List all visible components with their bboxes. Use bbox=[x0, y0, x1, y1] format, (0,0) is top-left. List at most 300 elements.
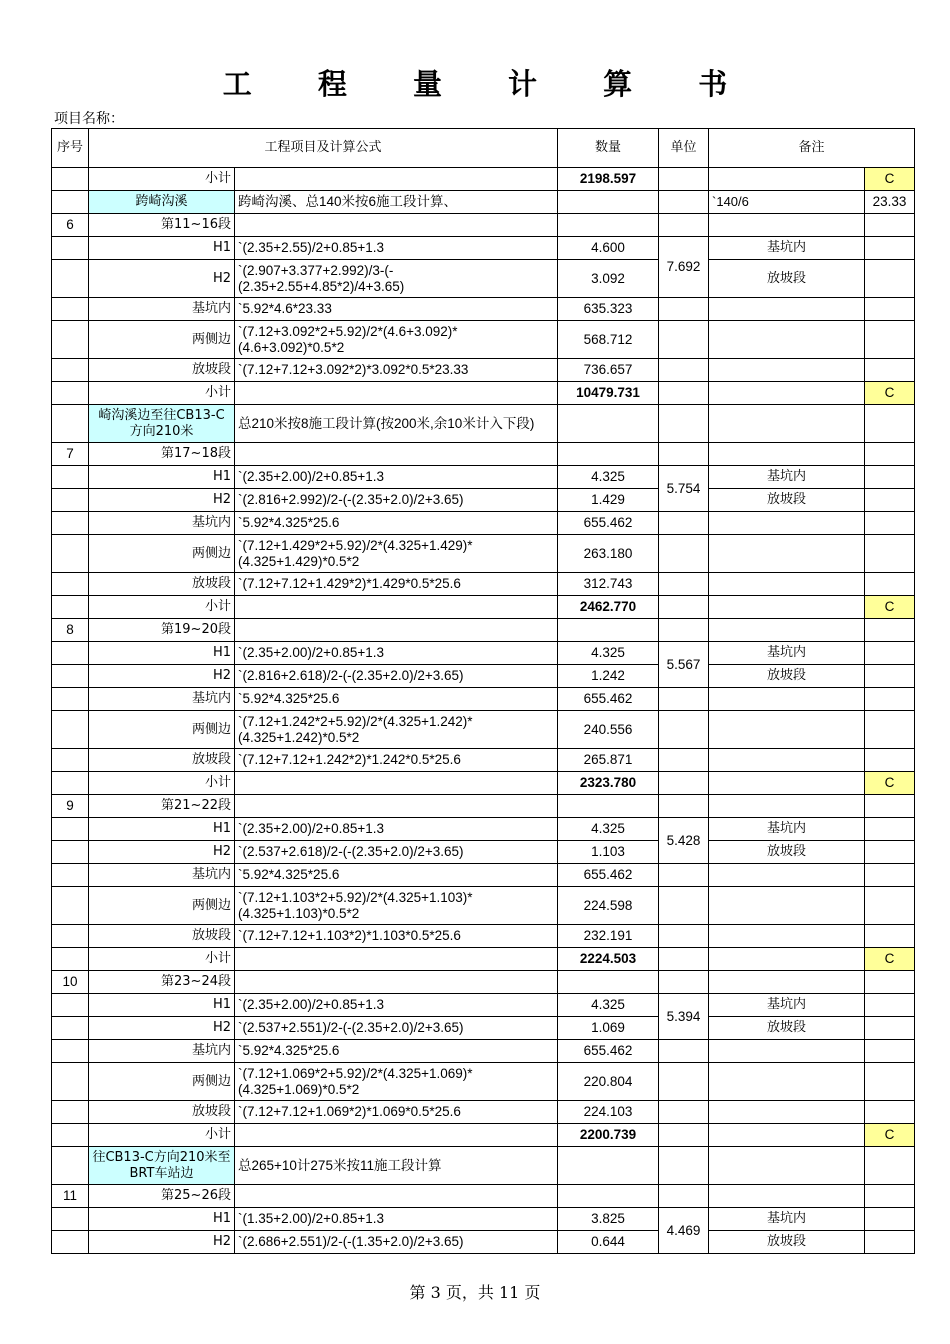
formula-cell bbox=[235, 795, 558, 818]
extra-cell bbox=[865, 887, 915, 925]
table-row bbox=[52, 1040, 915, 1063]
extra-cell bbox=[865, 466, 915, 489]
note-cell bbox=[709, 359, 865, 382]
note-cell bbox=[709, 749, 865, 772]
note-cell: 放坡段 bbox=[709, 489, 865, 512]
formula-cell: `(2.816+2.618)/2-(-(2.35+2.0)/2+3.65) bbox=[235, 665, 558, 688]
note-cell bbox=[709, 382, 865, 405]
unit-cell bbox=[659, 321, 709, 359]
unit-cell bbox=[659, 772, 709, 795]
extra-cell bbox=[865, 535, 915, 573]
unit-cell bbox=[659, 405, 709, 443]
note-cell bbox=[709, 1101, 865, 1124]
formula-cell: `5.92*4.325*25.6 bbox=[235, 688, 558, 711]
seq-cell bbox=[52, 535, 89, 573]
formula-cell bbox=[235, 772, 558, 795]
seq-cell bbox=[52, 1124, 89, 1147]
seq-cell bbox=[52, 642, 89, 665]
seq-cell: 6 bbox=[52, 214, 89, 237]
item-cell: 小计 bbox=[89, 1124, 235, 1147]
item-cell: 放坡段 bbox=[89, 749, 235, 772]
extra-cell bbox=[865, 260, 915, 298]
item-cell: 小计 bbox=[89, 948, 235, 971]
extra-cell bbox=[865, 1231, 915, 1254]
extra-cell bbox=[865, 1017, 915, 1040]
item-cell: 小计 bbox=[89, 168, 235, 191]
unit-cell: 4.469 bbox=[659, 1208, 709, 1254]
section-row bbox=[52, 405, 915, 443]
item-cell: 基坑内 bbox=[89, 1040, 235, 1063]
note-cell: `140/6 bbox=[709, 191, 865, 214]
formula-cell: `(2.35+2.00)/2+0.85+1.3 bbox=[235, 466, 558, 489]
seq-cell bbox=[52, 466, 89, 489]
seq-cell bbox=[52, 237, 89, 260]
table-row bbox=[52, 512, 915, 535]
qty-cell bbox=[558, 971, 659, 994]
note-cell bbox=[709, 1063, 865, 1101]
formula-cell: `(2.537+2.618)/2-(-(2.35+2.0)/2+3.65) bbox=[235, 841, 558, 864]
qty-cell: 2200.739 bbox=[558, 1124, 659, 1147]
formula-cell: `(7.12+7.12+1.242*2)*1.242*0.5*25.6 bbox=[235, 749, 558, 772]
extra-cell bbox=[865, 237, 915, 260]
item-cell: 基坑内 bbox=[89, 864, 235, 887]
unit-cell bbox=[659, 382, 709, 405]
extra-cell bbox=[865, 818, 915, 841]
extra-cell bbox=[865, 443, 915, 466]
unit-cell bbox=[659, 168, 709, 191]
formula-cell: `(7.12+1.069*2+5.92)/2*(4.325+1.069)*(4.325+1.069)*0.5*2 bbox=[235, 1063, 558, 1101]
qty-cell: 1.069 bbox=[558, 1017, 659, 1040]
qty-cell bbox=[558, 1147, 659, 1185]
table-row bbox=[52, 994, 915, 1017]
unit-cell: 5.754 bbox=[659, 466, 709, 512]
qty-cell: 2198.597 bbox=[558, 168, 659, 191]
qty-cell bbox=[558, 619, 659, 642]
header-item-formula: 工程项目及计算公式 bbox=[89, 129, 558, 168]
qty-cell: 232.191 bbox=[558, 925, 659, 948]
note-cell: 基坑内 bbox=[709, 818, 865, 841]
formula-cell: `5.92*4.325*25.6 bbox=[235, 864, 558, 887]
extra-cell bbox=[865, 359, 915, 382]
formula-cell: `(7.12+7.12+1.069*2)*1.069*0.5*25.6 bbox=[235, 1101, 558, 1124]
formula-cell: `(2.907+3.377+2.992)/3-(-(2.35+2.55+4.85*2)/4+3.65) bbox=[235, 260, 558, 298]
formula-cell bbox=[235, 382, 558, 405]
item-cell: 放坡段 bbox=[89, 1101, 235, 1124]
header-unit: 单位 bbox=[659, 129, 709, 168]
qty-cell: 263.180 bbox=[558, 535, 659, 573]
extra-cell: 23.33 bbox=[865, 191, 915, 214]
qty-cell: 4.325 bbox=[558, 994, 659, 1017]
note-cell: 基坑内 bbox=[709, 642, 865, 665]
formula-cell bbox=[235, 948, 558, 971]
note-cell bbox=[709, 596, 865, 619]
note-cell bbox=[709, 168, 865, 191]
formula-cell: `(7.12+1.242*2+5.92)/2*(4.325+1.242)*(4.325+1.242)*0.5*2 bbox=[235, 711, 558, 749]
table-row bbox=[52, 818, 915, 841]
extra-cell bbox=[865, 711, 915, 749]
extra-cell bbox=[865, 1063, 915, 1101]
formula-cell: `(7.12+7.12+1.429*2)*1.429*0.5*25.6 bbox=[235, 573, 558, 596]
item-cell: 基坑内 bbox=[89, 298, 235, 321]
qty-cell: 4.600 bbox=[558, 237, 659, 260]
item-cell: 崎沟溪边至往CB13-C方向210米 bbox=[89, 405, 235, 443]
extra-cell bbox=[865, 214, 915, 237]
table-row bbox=[52, 237, 915, 260]
unit-cell bbox=[659, 596, 709, 619]
seq-cell bbox=[52, 573, 89, 596]
note-cell: 放坡段 bbox=[709, 665, 865, 688]
qty-cell: 635.323 bbox=[558, 298, 659, 321]
page-footer: 第 3 页，共 11 页 bbox=[409, 1283, 541, 1302]
qty-cell: 1.429 bbox=[558, 489, 659, 512]
extra-cell bbox=[865, 1185, 915, 1208]
extra-cell bbox=[865, 298, 915, 321]
seq-cell bbox=[52, 925, 89, 948]
item-cell: H1 bbox=[89, 994, 235, 1017]
item-cell: 两侧边 bbox=[89, 711, 235, 749]
seq-cell bbox=[52, 1017, 89, 1040]
qty-cell: 2224.503 bbox=[558, 948, 659, 971]
seq-cell bbox=[52, 1101, 89, 1124]
extra-cell bbox=[865, 321, 915, 359]
item-cell: 第21~22段 bbox=[89, 795, 235, 818]
table-row bbox=[52, 443, 915, 466]
seq-cell bbox=[52, 1063, 89, 1101]
table-row bbox=[52, 1063, 915, 1101]
unit-cell bbox=[659, 795, 709, 818]
seq-cell bbox=[52, 1040, 89, 1063]
note-cell bbox=[709, 887, 865, 925]
note-cell bbox=[709, 298, 865, 321]
extra-cell bbox=[865, 1040, 915, 1063]
subtotal-row bbox=[52, 596, 915, 619]
qty-cell: 4.325 bbox=[558, 642, 659, 665]
formula-cell: `(1.35+2.00)/2+0.85+1.3 bbox=[235, 1208, 558, 1231]
qty-cell: 4.325 bbox=[558, 818, 659, 841]
note-cell: 放坡段 bbox=[709, 1231, 865, 1254]
item-cell: H2 bbox=[89, 260, 235, 298]
note-cell bbox=[709, 619, 865, 642]
seq-cell bbox=[52, 818, 89, 841]
item-cell: 放坡段 bbox=[89, 359, 235, 382]
qty-cell: 3.092 bbox=[558, 260, 659, 298]
formula-cell bbox=[235, 619, 558, 642]
note-cell bbox=[709, 321, 865, 359]
qty-cell bbox=[558, 1185, 659, 1208]
formula-cell: 总210米按8施工段计算(按200米,余10米计入下段) bbox=[235, 405, 558, 443]
unit-cell bbox=[659, 688, 709, 711]
formula-cell: `(2.35+2.00)/2+0.85+1.3 bbox=[235, 818, 558, 841]
formula-cell bbox=[235, 168, 558, 191]
note-cell bbox=[709, 711, 865, 749]
table-row bbox=[52, 925, 915, 948]
formula-cell: `(7.12+7.12+3.092*2)*3.092*0.5*23.33 bbox=[235, 359, 558, 382]
item-cell: 跨崎沟溪 bbox=[89, 191, 235, 214]
header-seq: 序号 bbox=[52, 129, 89, 168]
item-cell: H1 bbox=[89, 237, 235, 260]
item-cell: H1 bbox=[89, 642, 235, 665]
item-cell: 放坡段 bbox=[89, 573, 235, 596]
item-cell: H2 bbox=[89, 1231, 235, 1254]
unit-cell bbox=[659, 1063, 709, 1101]
seq-cell bbox=[52, 168, 89, 191]
unit-cell bbox=[659, 749, 709, 772]
unit-cell: 5.567 bbox=[659, 642, 709, 688]
qty-cell: 220.804 bbox=[558, 1063, 659, 1101]
seq-cell bbox=[52, 382, 89, 405]
unit-cell bbox=[659, 1101, 709, 1124]
item-cell: 第25~26段 bbox=[89, 1185, 235, 1208]
table-row bbox=[52, 1017, 915, 1040]
qty-cell: 1.242 bbox=[558, 665, 659, 688]
note-cell bbox=[709, 535, 865, 573]
note-cell bbox=[709, 1185, 865, 1208]
formula-cell: `(7.12+1.103*2+5.92)/2*(4.325+1.103)*(4.325+1.103)*0.5*2 bbox=[235, 887, 558, 925]
item-cell: 基坑内 bbox=[89, 688, 235, 711]
table-row bbox=[52, 1101, 915, 1124]
extra-cell: C bbox=[865, 168, 915, 191]
formula-cell: `(7.12+3.092*2+5.92)/2*(4.6+3.092)*(4.6+3.092)*0.5*2 bbox=[235, 321, 558, 359]
qty-cell: 736.657 bbox=[558, 359, 659, 382]
note-cell bbox=[709, 512, 865, 535]
extra-cell bbox=[865, 864, 915, 887]
item-cell: H2 bbox=[89, 665, 235, 688]
seq-cell: 8 bbox=[52, 619, 89, 642]
note-cell: 基坑内 bbox=[709, 994, 865, 1017]
table-row bbox=[52, 711, 915, 749]
formula-cell bbox=[235, 596, 558, 619]
section-row bbox=[52, 191, 915, 214]
unit-cell bbox=[659, 573, 709, 596]
qty-cell: 0.644 bbox=[558, 1231, 659, 1254]
qty-cell bbox=[558, 191, 659, 214]
item-cell: 第19~20段 bbox=[89, 619, 235, 642]
table-row bbox=[52, 573, 915, 596]
seq-cell: 9 bbox=[52, 795, 89, 818]
calculation-table bbox=[51, 128, 915, 1254]
extra-cell bbox=[865, 749, 915, 772]
qty-cell: 265.871 bbox=[558, 749, 659, 772]
seq-cell bbox=[52, 321, 89, 359]
table-row bbox=[52, 214, 915, 237]
table-row bbox=[52, 971, 915, 994]
seq-cell bbox=[52, 191, 89, 214]
unit-cell bbox=[659, 535, 709, 573]
unit-cell bbox=[659, 359, 709, 382]
seq-cell bbox=[52, 688, 89, 711]
formula-cell bbox=[235, 1185, 558, 1208]
formula-cell: `(2.35+2.55)/2+0.85+1.3 bbox=[235, 237, 558, 260]
table-header-row bbox=[52, 129, 915, 168]
item-cell: 往CB13-C方向210米至BRT车站边 bbox=[89, 1147, 235, 1185]
qty-cell: 10479.731 bbox=[558, 382, 659, 405]
unit-cell bbox=[659, 1185, 709, 1208]
extra-cell bbox=[865, 573, 915, 596]
qty-cell: 3.825 bbox=[558, 1208, 659, 1231]
unit-cell: 5.394 bbox=[659, 994, 709, 1040]
seq-cell bbox=[52, 1231, 89, 1254]
item-cell: H2 bbox=[89, 489, 235, 512]
header-note: 备注 bbox=[709, 129, 915, 168]
extra-cell bbox=[865, 994, 915, 1017]
seq-cell bbox=[52, 1147, 89, 1185]
formula-cell: `(2.35+2.00)/2+0.85+1.3 bbox=[235, 994, 558, 1017]
unit-cell bbox=[659, 887, 709, 925]
note-cell: 基坑内 bbox=[709, 237, 865, 260]
extra-cell bbox=[865, 642, 915, 665]
qty-cell bbox=[558, 795, 659, 818]
table-row bbox=[52, 489, 915, 512]
seq-cell bbox=[52, 948, 89, 971]
formula-cell: `5.92*4.6*23.33 bbox=[235, 298, 558, 321]
qty-cell: 2323.780 bbox=[558, 772, 659, 795]
extra-cell bbox=[865, 925, 915, 948]
qty-cell: 240.556 bbox=[558, 711, 659, 749]
seq-cell bbox=[52, 864, 89, 887]
qty-cell bbox=[558, 443, 659, 466]
extra-cell bbox=[865, 1208, 915, 1231]
table-row bbox=[52, 1208, 915, 1231]
item-cell: 基坑内 bbox=[89, 512, 235, 535]
item-cell: 两侧边 bbox=[89, 321, 235, 359]
extra-cell bbox=[865, 1101, 915, 1124]
unit-cell: 5.428 bbox=[659, 818, 709, 864]
seq-cell: 7 bbox=[52, 443, 89, 466]
section-row bbox=[52, 1147, 915, 1185]
qty-cell bbox=[558, 214, 659, 237]
note-cell bbox=[709, 688, 865, 711]
item-cell: 小计 bbox=[89, 772, 235, 795]
unit-cell bbox=[659, 948, 709, 971]
note-cell bbox=[709, 971, 865, 994]
qty-cell: 4.325 bbox=[558, 466, 659, 489]
header-qty: 数量 bbox=[558, 129, 659, 168]
unit-cell bbox=[659, 1124, 709, 1147]
note-cell bbox=[709, 772, 865, 795]
item-cell: H1 bbox=[89, 1208, 235, 1231]
seq-cell bbox=[52, 596, 89, 619]
note-cell bbox=[709, 573, 865, 596]
seq-cell bbox=[52, 749, 89, 772]
note-cell: 基坑内 bbox=[709, 1208, 865, 1231]
seq-cell bbox=[52, 841, 89, 864]
formula-cell bbox=[235, 1124, 558, 1147]
item-cell: 两侧边 bbox=[89, 887, 235, 925]
table-row bbox=[52, 642, 915, 665]
qty-cell: 655.462 bbox=[558, 688, 659, 711]
formula-cell: `5.92*4.325*25.6 bbox=[235, 512, 558, 535]
unit-cell bbox=[659, 512, 709, 535]
extra-cell bbox=[865, 665, 915, 688]
extra-cell bbox=[865, 795, 915, 818]
table-row bbox=[52, 688, 915, 711]
formula-cell: 总265+10计275米按11施工段计算 bbox=[235, 1147, 558, 1185]
formula-cell: `(2.816+2.992)/2-(-(2.35+2.0)/2+3.65) bbox=[235, 489, 558, 512]
unit-cell bbox=[659, 443, 709, 466]
formula-cell: `(2.537+2.551)/2-(-(2.35+2.0)/2+3.65) bbox=[235, 1017, 558, 1040]
note-cell bbox=[709, 925, 865, 948]
qty-cell: 312.743 bbox=[558, 573, 659, 596]
seq-cell bbox=[52, 489, 89, 512]
formula-cell: `(7.12+7.12+1.103*2)*1.103*0.5*25.6 bbox=[235, 925, 558, 948]
table-row bbox=[52, 321, 915, 359]
unit-cell bbox=[659, 971, 709, 994]
seq-cell bbox=[52, 405, 89, 443]
extra-cell bbox=[865, 405, 915, 443]
extra-cell: C bbox=[865, 948, 915, 971]
qty-cell: 655.462 bbox=[558, 512, 659, 535]
item-cell: H2 bbox=[89, 841, 235, 864]
note-cell bbox=[709, 214, 865, 237]
formula-cell bbox=[235, 214, 558, 237]
seq-cell bbox=[52, 772, 89, 795]
seq-cell bbox=[52, 298, 89, 321]
project-name-label: 项目名称： bbox=[54, 111, 124, 127]
qty-cell: 224.598 bbox=[558, 887, 659, 925]
table-row bbox=[52, 795, 915, 818]
unit-cell bbox=[659, 214, 709, 237]
table-row bbox=[52, 260, 915, 298]
seq-cell bbox=[52, 665, 89, 688]
seq-cell bbox=[52, 260, 89, 298]
note-cell: 基坑内 bbox=[709, 466, 865, 489]
extra-cell: C bbox=[865, 1124, 915, 1147]
extra-cell bbox=[865, 619, 915, 642]
note-cell bbox=[709, 795, 865, 818]
note-cell bbox=[709, 1124, 865, 1147]
item-cell: H1 bbox=[89, 818, 235, 841]
item-cell: 第11~16段 bbox=[89, 214, 235, 237]
subtotal-row bbox=[52, 948, 915, 971]
qty-cell: 568.712 bbox=[558, 321, 659, 359]
note-cell: 放坡段 bbox=[709, 841, 865, 864]
item-cell: 放坡段 bbox=[89, 925, 235, 948]
subtotal-row bbox=[52, 168, 915, 191]
note-cell bbox=[709, 1040, 865, 1063]
qty-cell: 2462.770 bbox=[558, 596, 659, 619]
formula-cell: `(2.35+2.00)/2+0.85+1.3 bbox=[235, 642, 558, 665]
table-row bbox=[52, 887, 915, 925]
unit-cell bbox=[659, 711, 709, 749]
unit-cell bbox=[659, 925, 709, 948]
item-cell: H2 bbox=[89, 1017, 235, 1040]
table-row bbox=[52, 535, 915, 573]
table-row bbox=[52, 1185, 915, 1208]
seq-cell bbox=[52, 359, 89, 382]
extra-cell bbox=[865, 688, 915, 711]
subtotal-row bbox=[52, 1124, 915, 1147]
note-cell bbox=[709, 1147, 865, 1185]
seq-cell bbox=[52, 1208, 89, 1231]
unit-cell bbox=[659, 191, 709, 214]
item-cell: 两侧边 bbox=[89, 1063, 235, 1101]
table-row bbox=[52, 1231, 915, 1254]
extra-cell bbox=[865, 971, 915, 994]
formula-cell: 跨崎沟溪、总140米按6施工段计算、 bbox=[235, 191, 558, 214]
unit-cell bbox=[659, 619, 709, 642]
item-cell: 第23~24段 bbox=[89, 971, 235, 994]
formula-cell: `5.92*4.325*25.6 bbox=[235, 1040, 558, 1063]
table-row bbox=[52, 298, 915, 321]
table-row bbox=[52, 841, 915, 864]
note-cell: 放坡段 bbox=[709, 1017, 865, 1040]
item-cell: 小计 bbox=[89, 596, 235, 619]
formula-cell: `(7.12+1.429*2+5.92)/2*(4.325+1.429)*(4.325+1.429)*0.5*2 bbox=[235, 535, 558, 573]
extra-cell bbox=[865, 841, 915, 864]
item-cell: 小计 bbox=[89, 382, 235, 405]
formula-cell: `(2.686+2.551)/2-(-(1.35+2.0)/2+3.65) bbox=[235, 1231, 558, 1254]
seq-cell: 11 bbox=[52, 1185, 89, 1208]
